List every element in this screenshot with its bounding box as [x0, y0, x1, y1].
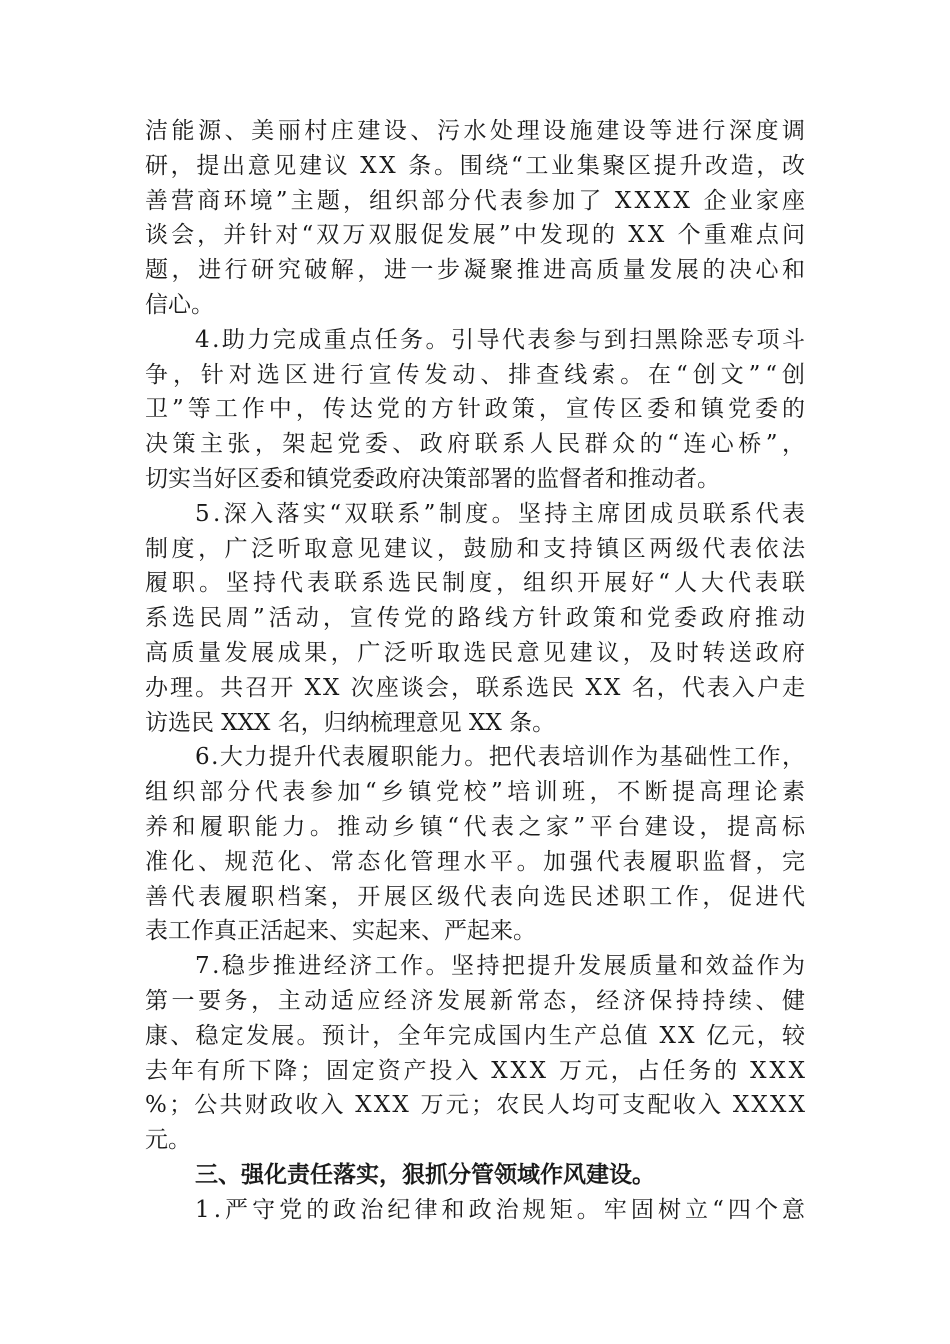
text-line: 题，进行研究破解，进一步凝聚推进高质量发展的决心和	[145, 257, 809, 284]
paragraph-5	[145, 497, 810, 741]
text-line: 第一要务，主动适应经济发展新常态，经济保持持续、健	[145, 987, 809, 1014]
text-line: %；公共财政收入 XXX 万元；农民人均可支配收入 XXXX	[145, 1092, 808, 1119]
text-line: 6.大力提升代表履职能力。把代表培训作为基础性工作，	[195, 744, 807, 771]
text-line: 信心。	[145, 291, 214, 318]
paragraph-intro-continued	[145, 114, 809, 323]
text-line: 卫”等工作中，传达党的方针政策，宣传区委和镇党委的	[145, 396, 810, 423]
text-line: 养和履职能力。推动乡镇“代表之家”平台建设，提高标	[145, 813, 810, 840]
document-page	[145, 114, 810, 1228]
section-heading-3: 三、强化责任落实，狠抓分管领域作风建设。	[195, 1161, 655, 1188]
text-line: 洁能源、美丽村庄建设、污水处理设施建设等进行深度调	[145, 118, 809, 144]
text-line: 组织部分代表参加“乡镇党校”培训班，不断提高理论素	[145, 779, 810, 806]
text-line: 5.深入落实“双联系”制度。坚持主席团成员联系代表	[195, 500, 809, 527]
text-line: 切实当好区委和镇党委政府决策部署的监督者和推动者。	[145, 465, 720, 492]
text-line: 准化、规范化、常态化管理水平。加强代表履职监督，完	[145, 848, 809, 875]
text-line: 谈会，并针对“双万双服促发展”中发现的 XX 个重难点问	[145, 222, 809, 249]
text-line: 研，提出意见建议 XX 条。围绕“工业集聚区提升改造，改	[145, 152, 808, 179]
text-line: 善营商环境”主题，组织部分代表参加了 XXXX 企业家座	[145, 187, 809, 214]
paragraph-7	[145, 949, 809, 1158]
text-line: 4.助力完成重点任务。引导代表参与到扫黑除恶专项斗	[195, 326, 808, 353]
text-line: 系选民周”活动，宣传党的路线方针政策和党委政府推动	[145, 605, 810, 632]
paragraph-4	[145, 323, 810, 497]
text-line: 决策主张，架起党委、政府联系人民群众的“连心桥”，	[145, 431, 810, 458]
text-line: 善代表履职档案，开展区级代表向选民述职工作，促进代	[145, 883, 809, 910]
text-line: 访选民 XXX 名，归纳梳理意见 XX 条。	[145, 709, 556, 736]
text-line: 争，针对选区进行宣传发动、排查线索。在“创文”“创	[145, 361, 810, 388]
text-line: 制度，广泛听取意见建议，鼓励和支持镇区两级代表依法	[145, 535, 809, 562]
paragraph-6	[145, 740, 810, 949]
text-line: 履职。坚持代表联系选民制度，组织开展好“人大代表联	[145, 570, 810, 597]
paragraph-3-1	[145, 1193, 810, 1228]
text-line: 办理。共召开 XX 次座谈会，联系选民 XX 名，代表入户走	[145, 674, 808, 701]
text-line: 去年有所下降；固定资产投入 XXX 万元，占任务的 XXX	[145, 1057, 808, 1084]
text-line: 元。	[145, 1127, 191, 1154]
text-line: 7.稳步推进经济工作。坚持把提升发展质量和效益作为	[195, 953, 808, 980]
text-line: 高质量发展成果，广泛听取选民意见建议，及时转送政府	[145, 639, 809, 666]
text-line: 表工作真正活起来、实起来、严起来。	[145, 918, 536, 945]
text-line: 康、稳定发展。预计，全年完成国内生产总值 XX 亿元，较	[145, 1022, 808, 1049]
text-line: 1.严守党的政治纪律和政治规矩。牢固树立“四个意	[195, 1196, 810, 1223]
